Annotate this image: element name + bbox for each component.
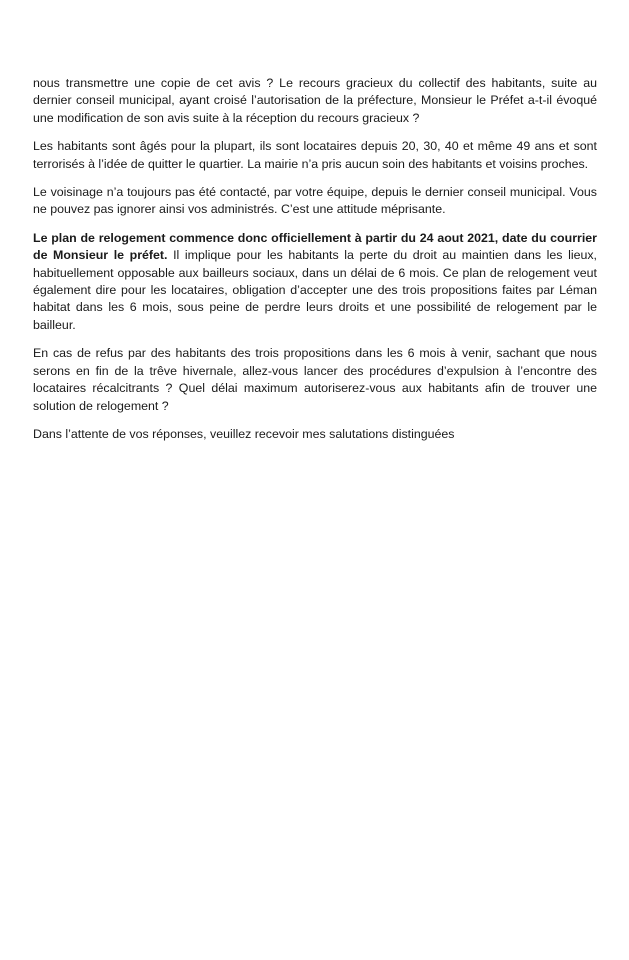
paragraph-relocation-plan <box>33 230 597 334</box>
paragraph-refusal-case <box>33 345 597 415</box>
paragraph-prefect-opinion <box>33 75 597 127</box>
paragraph-text: En cas de refus par des habitants des trois propositions dans les 6 mois à venir, sachant que nous serons en fin de la trêve hivernale, allez-vous lancer des procédures d’expulsion à l’encontre des locataires récalcitrants ? Quel délai maximum autoriserez-vous aux habitants afin de trouver une solution de relogement ? <box>33 346 597 413</box>
paragraph-text: Dans l’attente de vos réponses, veuillez recevoir mes salutations distinguées <box>33 426 455 441</box>
paragraph-text: nous transmettre une copie de cet avis ? Le recours gracieux du collectif des habitants, suite au dernier conseil municipal, ayant croisé l’autorisation de la préfecture, Monsieur le Préfet a-t-il évoqué une modification de son avis suite à la réception du recours gracieux ? <box>33 76 597 125</box>
paragraph-neighborhood <box>33 184 597 219</box>
paragraph-closing <box>33 426 597 443</box>
paragraph-text: Il implique pour les habitants la perte du droit au maintien dans les lieux, habituellement opposable aux bailleurs sociaux, dans un délai de 6 mois. Ce plan de relogement veut également dire pour les locataires, obligation d’accepter une des trois propositions faites par Léman habitat dans les 6 mois, sous peine de perdre leurs droits et une possibilité de relogement par le bailleur. <box>33 248 597 332</box>
paragraph-text: Le voisinage n’a toujours pas été contacté, par votre équipe, depuis le dernier conseil municipal. Vous ne pouvez pas ignorer ainsi vos administrés. C’est une attitude méprisante. <box>33 185 597 217</box>
document-body <box>33 75 597 454</box>
paragraph-residents-age <box>33 138 597 173</box>
paragraph-text: Les habitants sont âgés pour la plupart, ils sont locataires depuis 20, 30, 40 et même 49 ans et sont terrorisés à l’idée de quitter le quartier. La mairie n’a pris aucun soin des habitants et voisins proches. <box>33 139 597 171</box>
paragraph-bold-text: Le plan de relogement commence donc officiellement à partir du 24 aout 2021, date du courrier de Monsieur le préfet. <box>33 230 597 263</box>
